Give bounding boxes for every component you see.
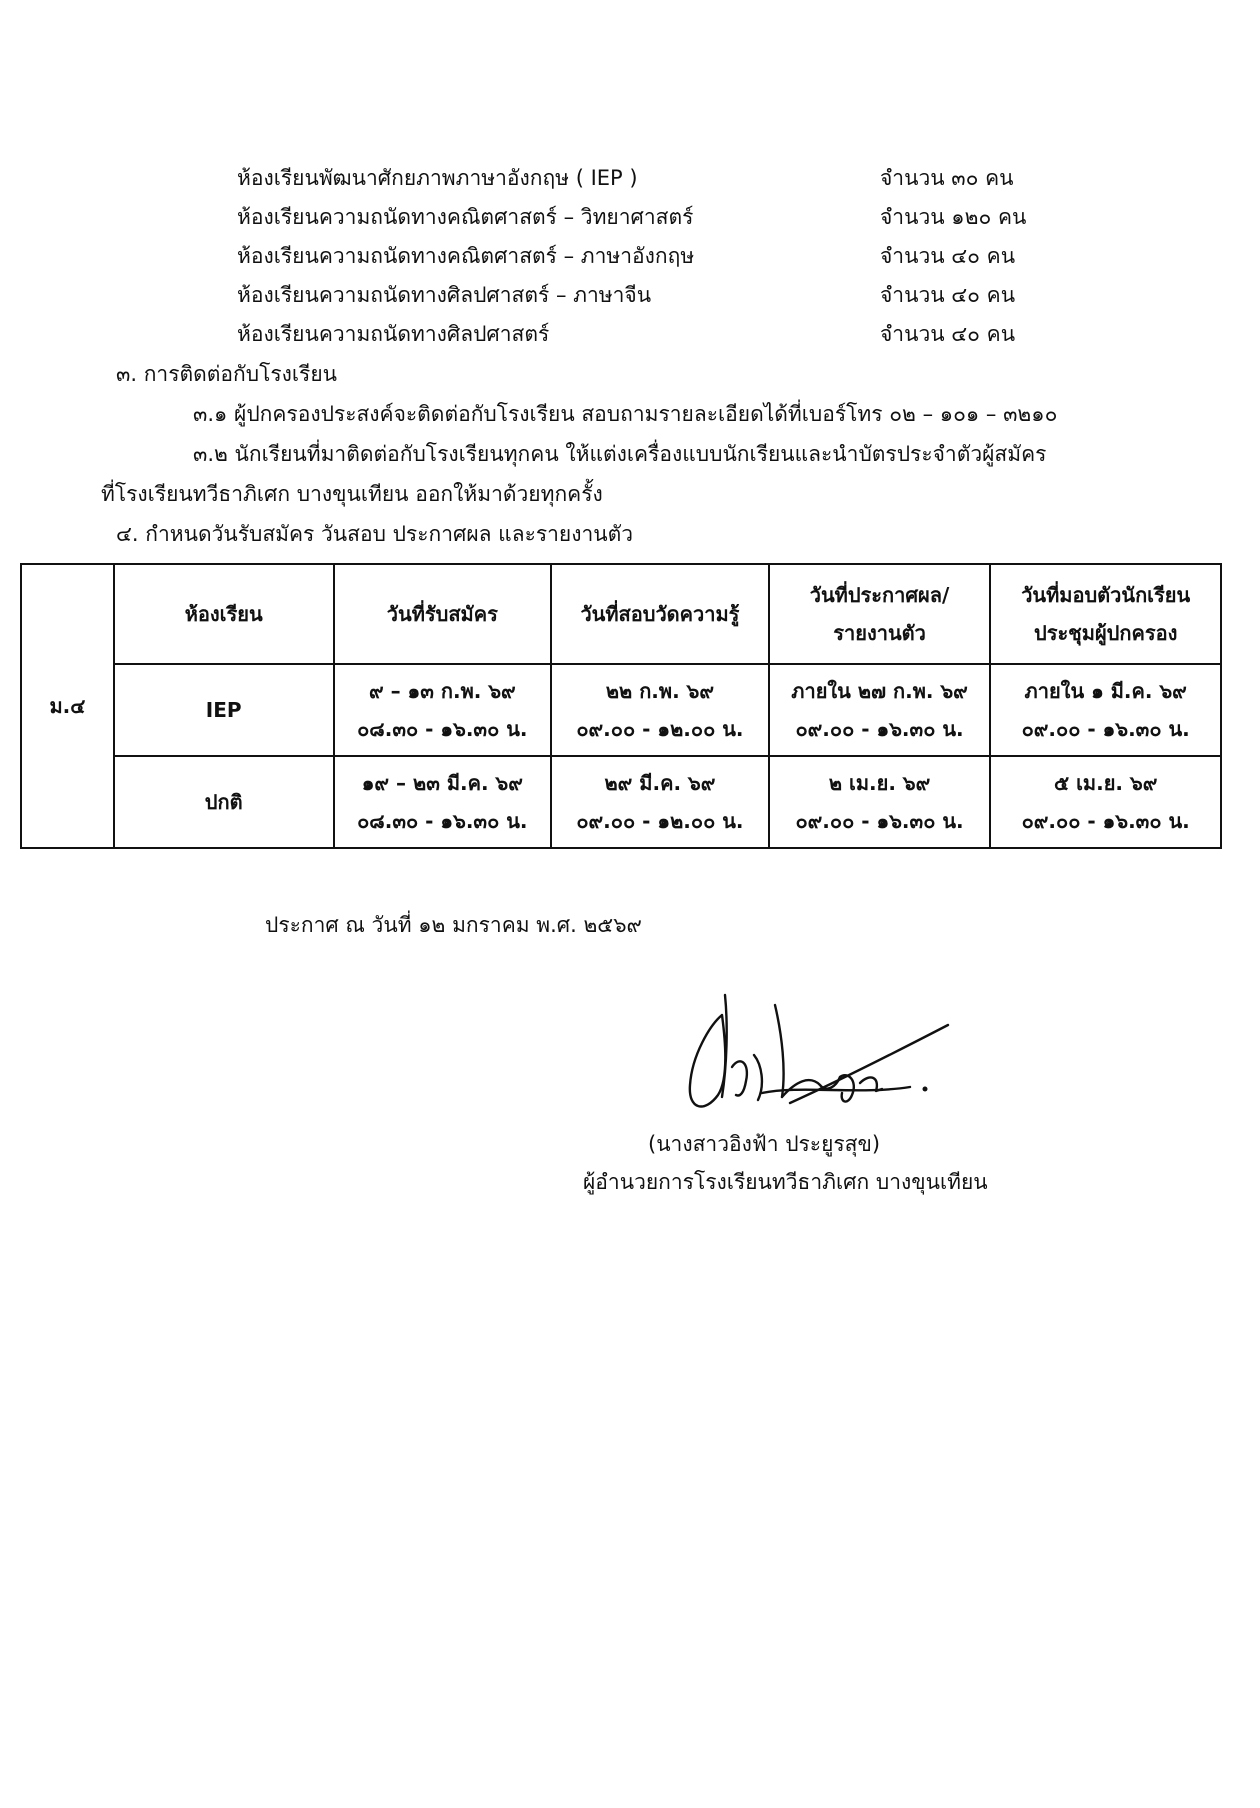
section3-item1: ๓.๑ ผู้ปกครองประสงค์จะติดต่อกับโรงเรียน สอบถามรายละเอียดได้ที่เบอร์โทร ๐๒ – ๑๐๑ – ๓๒๑๐ — [193, 402, 1058, 426]
apply-cell — [334, 756, 552, 848]
report-time: ๐๙.๐๐ - ๑๖.๓๐ น. — [1021, 809, 1190, 833]
schedule-header-row — [21, 564, 1221, 664]
announce-cell — [769, 664, 991, 756]
report-date: ภายใน ๑ มี.ค. ๖๙ — [1024, 679, 1187, 703]
classroom-capacity-arts: จำนวน ๔๐ คน — [880, 322, 1016, 346]
exam-date: ๒๒ ก.พ. ๖๙ — [605, 679, 714, 703]
announce-date: ภายใน ๒๗ ก.พ. ๖๙ — [791, 679, 968, 703]
report-date: ๕ เม.ย. ๖๙ — [1054, 771, 1158, 795]
header-report-line1: วันที่มอบตัวนักเรียน — [1021, 583, 1191, 607]
classroom-capacity-math-science: จำนวน ๑๒๐ คน — [880, 205, 1027, 229]
announce-time: ๐๙.๐๐ - ๑๖.๓๐ น. — [795, 717, 964, 741]
apply-date: ๑๙ – ๒๓ มี.ค. ๖๙ — [361, 771, 523, 795]
apply-cell — [334, 664, 552, 756]
announce-cell — [769, 756, 991, 848]
schedule-table — [20, 563, 1222, 849]
announce-date: ๒ เม.ย. ๖๙ — [828, 771, 931, 795]
header-report — [990, 564, 1221, 664]
exam-date: ๒๙ มี.ค. ๖๙ — [604, 771, 716, 795]
signature — [670, 985, 970, 1130]
header-apply: วันที่รับสมัคร — [334, 564, 552, 664]
signatory-position: ผู้อำนวยการโรงเรียนทวีธาภิเศก บางขุนเทียน — [583, 1170, 988, 1194]
classroom-name-arts-chinese: ห้องเรียนความถนัดทางศิลปศาสตร์ – ภาษาจีน — [237, 283, 652, 307]
signature-drawing — [670, 985, 970, 1130]
header-room: ห้องเรียน — [114, 564, 334, 664]
room-cell: ปกติ — [114, 756, 334, 848]
level-cell — [21, 564, 114, 848]
classroom-capacity-math-english: จำนวน ๔๐ คน — [880, 244, 1016, 268]
section3-item2-line1: ๓.๒ นักเรียนที่มาติดต่อกับโรงเรียนทุกคน ให้แต่งเครื่องแบบนักเรียนและนำบัตรประจำตัวผู้สมัคร — [193, 442, 1047, 466]
apply-time: ๐๘.๓๐ - ๑๖.๓๐ น. — [357, 717, 528, 741]
announce-time: ๐๙.๐๐ - ๑๖.๓๐ น. — [795, 809, 964, 833]
exam-cell — [551, 756, 769, 848]
section3-heading: ๓. การติดต่อกับโรงเรียน — [116, 362, 337, 386]
classroom-name-iep: ห้องเรียนพัฒนาศักยภาพภาษาอังกฤษ ( IEP ) — [237, 166, 638, 190]
classroom-capacity-arts-chinese: จำนวน ๔๐ คน — [880, 283, 1016, 307]
classroom-capacity-iep: จำนวน ๓๐ คน — [880, 166, 1014, 190]
table-row — [21, 664, 1221, 756]
header-announce-line2: รายงานตัว — [833, 621, 926, 645]
header-announce-line1: วันที่ประกาศผล/ — [809, 583, 950, 607]
apply-date: ๙ – ๑๓ ก.พ. ๖๙ — [368, 679, 516, 703]
announcement-date: ประกาศ ณ วันที่ ๑๒ มกราคม พ.ศ. ๒๕๖๙ — [265, 913, 642, 937]
level-label: ม.๔ — [49, 694, 86, 718]
report-time: ๐๙.๐๐ - ๑๖.๓๐ น. — [1021, 717, 1190, 741]
exam-time: ๐๙.๐๐ - ๑๒.๐๐ น. — [576, 717, 744, 741]
section3-item2-line2: ที่โรงเรียนทวีธาภิเศก บางขุนเทียน ออกให้มาด้วยทุกครั้ง — [101, 482, 603, 506]
section4-heading: ๔. กำหนดวันรับสมัคร วันสอบ ประกาศผล และรายงานตัว — [116, 522, 634, 546]
signatory-name: (นางสาวอิงฟ้า ประยูรสุข) — [648, 1132, 881, 1156]
exam-cell — [551, 664, 769, 756]
room-cell: IEP — [114, 664, 334, 756]
classroom-name-math-english: ห้องเรียนความถนัดทางคณิตศาสตร์ – ภาษาอังกฤษ — [237, 244, 695, 268]
apply-time: ๐๘.๓๐ - ๑๖.๓๐ น. — [357, 809, 528, 833]
header-exam: วันที่สอบวัดความรู้ — [551, 564, 769, 664]
exam-time: ๐๙.๐๐ - ๑๒.๐๐ น. — [576, 809, 744, 833]
header-announce — [769, 564, 991, 664]
classroom-name-arts: ห้องเรียนความถนัดทางศิลปศาสตร์ — [237, 322, 550, 346]
header-report-line2: ประชุมผู้ปกครอง — [1034, 621, 1178, 645]
report-cell — [990, 664, 1221, 756]
classroom-name-math-science: ห้องเรียนความถนัดทางคณิตศาสตร์ – วิทยาศาสตร์ — [237, 205, 694, 229]
report-cell — [990, 756, 1221, 848]
table-row — [21, 756, 1221, 848]
